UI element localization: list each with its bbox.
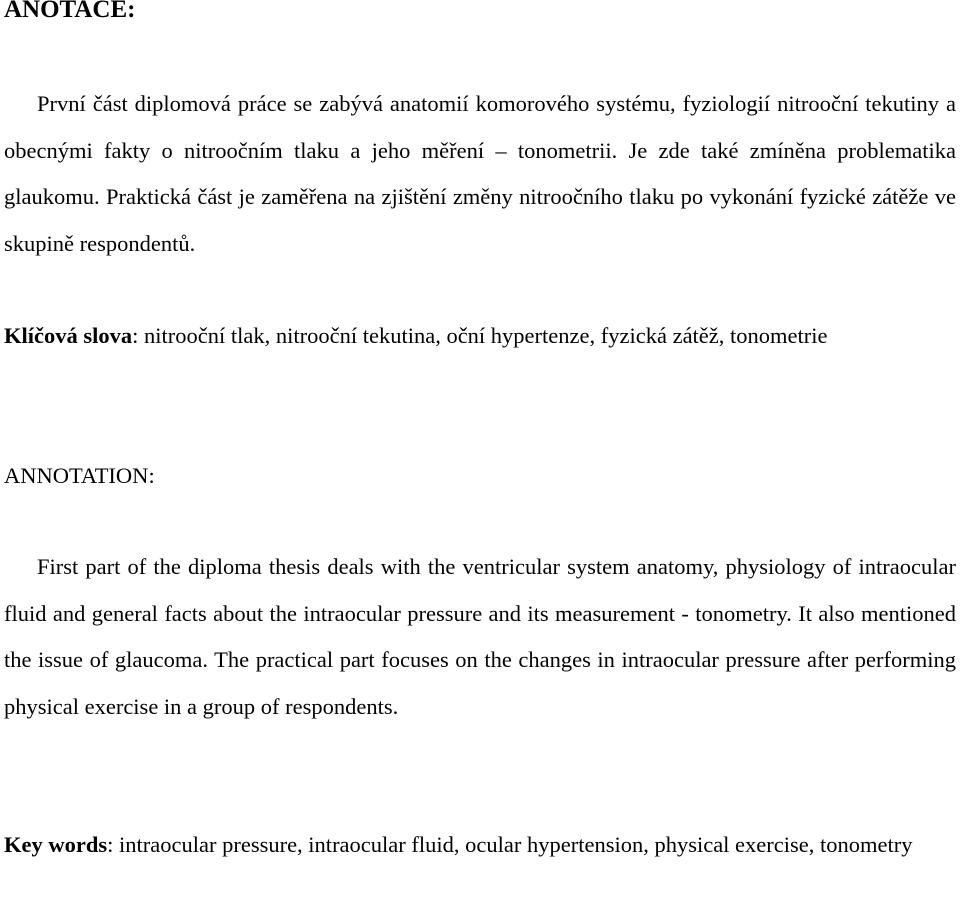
anotace-keywords-separator: : [132, 323, 139, 348]
annotation-keywords-text: intraocular pressure, intraocular fluid, ocular hypertension, physical exercise, tonometry [113, 832, 913, 857]
annotation-keywords-separator: : [107, 832, 114, 857]
annotation-paragraph: First part of the diploma thesis deals with the ventricular system anatomy, physiology of intraocular fluid and general facts about the intraocular pressure and its measurement - tonometry. It also mentioned the issue of glaucoma. The practical part focuses on the changes in intraocular pressure after performing physical exercise in a group of respondents. [4, 554, 956, 719]
annotation-keywords-label: Key words [4, 832, 108, 857]
annotation-heading-separator: : [148, 463, 155, 488]
anotace-keywords-text: nitrooční tlak, nitrooční tekutina, oční hypertenze, fyzická zátěž, tonometrie [138, 323, 828, 348]
anotace-keywords [4, 313, 956, 360]
anotace-paragraph: První část diplomová práce se zabývá anatomií komorového systému, fyziologií nitrooční tekutiny a obecnými fakty o nitroočním tlaku a jeho měření – tonometrii. Je zde také zmíněna problematika glaukomu. Praktická část je zaměřena na zjištění změny nitroočního tlaku po vykonání fyzické zátěže ve skupině respondentů. [4, 91, 956, 256]
annotation-heading-label: ANNOTATION [4, 463, 149, 488]
anotace-keywords-label: Klíčová slova [4, 323, 133, 348]
annotation-keywords [4, 822, 956, 869]
anotace-heading: ANOTACE: [4, 0, 136, 23]
annotation-heading [4, 453, 956, 500]
